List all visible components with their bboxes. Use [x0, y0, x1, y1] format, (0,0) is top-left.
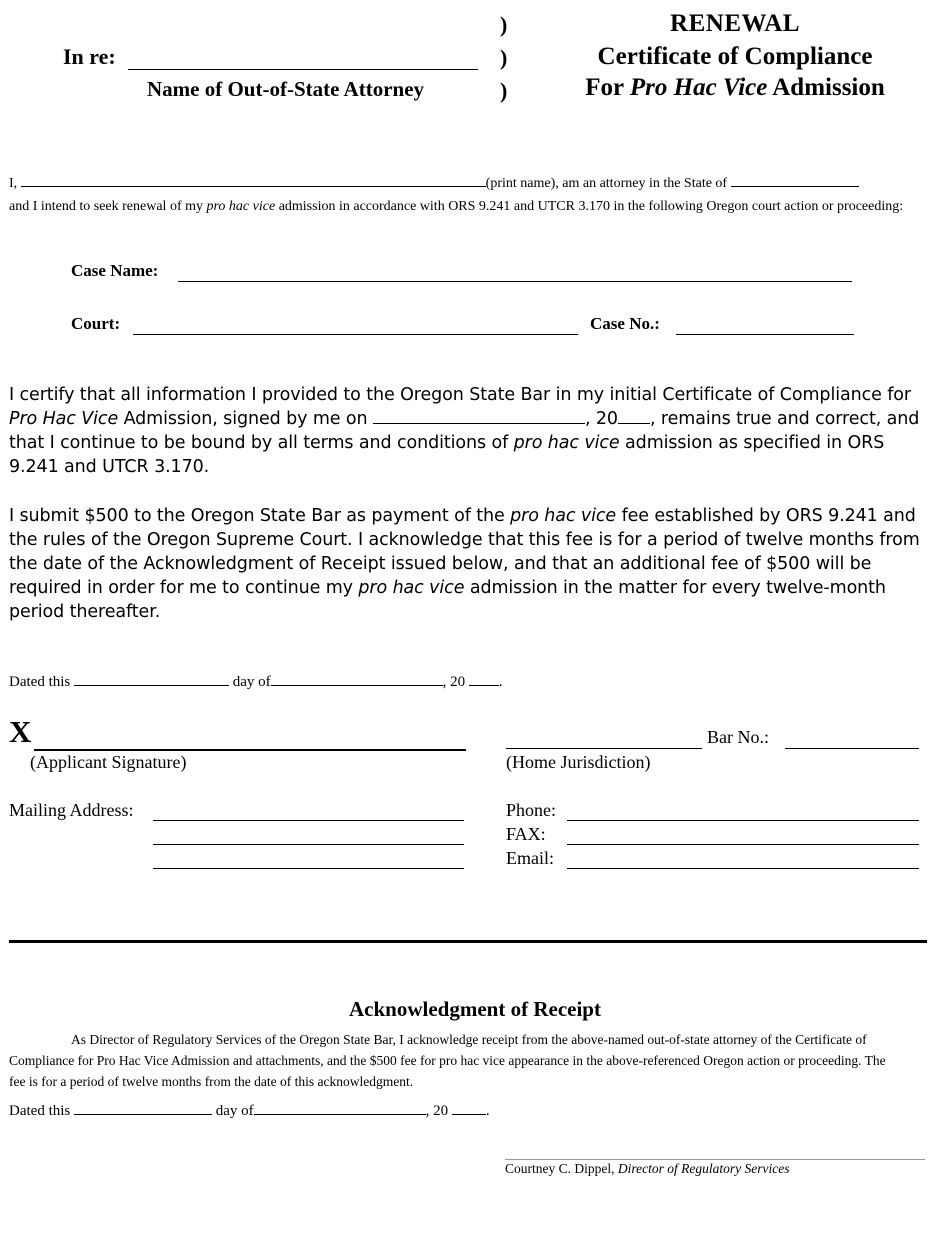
mailing-address-label: Mailing Address:	[9, 800, 134, 820]
submit-paragraph: I submit $500 to the Oregon State Bar as payment of the pro hac vice fee established by ORS 9.241 and the rules of the Oregon Supreme Court. I acknowledge that this fee is for a period of twelve months from the date of the Acknowledgment of Receipt issued below, and that an additional fee of $500 will be required in order for me to continue my pro hac vice admission in the matter for every twelve-month period thereafter.	[9, 506, 920, 622]
signed-year-field[interactable]	[618, 423, 650, 424]
certify-paragraph: I certify that all information I provided to the Oregon State Bar in my initial Certificate of Compliance for Pro Hac Vice Admission, signed by me on , 20 , remains true and correct, and that I continue to be bound by all terms and conditions of pro hac vice admission as specified in ORS 9.241 and UTCR 3.170.	[9, 385, 920, 477]
dated-month-field[interactable]	[271, 685, 443, 686]
mailing-address-line-2[interactable]	[153, 825, 464, 845]
email-field[interactable]	[567, 849, 919, 869]
paren-2: )	[500, 45, 508, 70]
ack-body: As Director of Regulatory Services of the Oregon State Bar, I acknowledge receipt from the above-named out-of-state attorney of the Certificate of Compliance for Pro Hac Vice Admission and attachments, and the $500 fee for pro hac vice appearance in the above-referenced Oregon action or proceeding. The fee is for a period of twelve months from the date of this acknowledgment.	[9, 1032, 886, 1089]
in-re-label: In re:	[63, 44, 116, 69]
home-jurisdiction-field[interactable]	[506, 728, 702, 749]
title-pro-hac-vice: For Pro Hac Vice Admission	[585, 74, 885, 101]
paren-1: )	[500, 12, 508, 37]
bar-no-label: Bar No.:	[707, 727, 769, 747]
case-no-label: Case No.:	[590, 314, 660, 333]
paren-3: )	[500, 78, 508, 103]
fax-label: FAX:	[506, 824, 546, 844]
mailing-address-line-1[interactable]	[153, 801, 464, 821]
state-field[interactable]	[731, 186, 859, 187]
ack-dated-day-field[interactable]	[74, 1114, 212, 1115]
email-label: Email:	[506, 848, 554, 868]
ack-dated-line: Dated this day of , 20 .	[9, 1103, 490, 1119]
court-field[interactable]	[133, 316, 578, 335]
director-signer: Courtney C. Dippel, Director of Regulatory Services	[505, 1161, 790, 1176]
ack-title: Acknowledgment of Receipt	[349, 997, 601, 1021]
phone-field[interactable]	[567, 801, 919, 821]
title-certificate: Certificate of Compliance	[597, 43, 873, 70]
phone-label: Phone:	[506, 800, 557, 820]
section-divider	[9, 940, 927, 943]
mailing-address-line-3[interactable]	[153, 849, 464, 869]
signed-date-field[interactable]	[373, 423, 585, 424]
case-name-field[interactable]	[178, 263, 852, 282]
name-caption: Name of Out-of-State Attorney	[147, 77, 425, 101]
signature-x-mark: X	[9, 714, 32, 749]
title-renewal: RENEWAL	[670, 10, 800, 37]
applicant-signature-caption: (Applicant Signature)	[30, 752, 187, 772]
dated-line: Dated this day of , 20 .	[9, 674, 503, 690]
applicant-signature-field[interactable]	[34, 721, 466, 751]
ack-dated-year-field[interactable]	[452, 1114, 486, 1115]
case-name-label: Case Name:	[71, 261, 159, 280]
dated-year-field[interactable]	[469, 685, 499, 686]
bar-no-field[interactable]	[785, 728, 919, 749]
case-no-field[interactable]	[676, 316, 854, 335]
court-label: Court:	[71, 314, 121, 333]
intro-paragraph: I, (print name), am an attorney in the State of and I intend to seek renewal of my pro hac vice admission in accordance with ORS 9.241 and UTCR 3.170 in the following Oregon court action or proceeding:	[9, 176, 904, 214]
director-signature-line[interactable]	[505, 1159, 925, 1160]
attorney-name-field[interactable]	[128, 46, 478, 70]
dated-day-field[interactable]	[74, 685, 229, 686]
ack-dated-month-field[interactable]	[254, 1114, 426, 1115]
fax-field[interactable]	[567, 825, 919, 845]
home-jurisdiction-caption: (Home Jurisdiction)	[506, 752, 651, 772]
print-name-field[interactable]	[21, 186, 486, 187]
